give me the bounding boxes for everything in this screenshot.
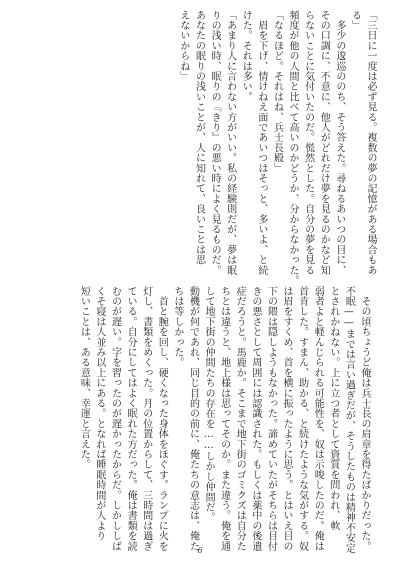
text-line: ちとは違うと、地上様は思ってそのか。また違う。俺を通 xyxy=(218,286,230,552)
text-line: 首と腕を回し、硬くなった身体をほぐす。ランプに火を xyxy=(156,286,168,552)
text-line: 症だろうと。馬鹿か。そこまで地下街のゴミクズは自分た xyxy=(234,286,246,552)
text-line: 短いことは、ある意味、幸運と言えた。 xyxy=(78,286,90,470)
text-line: る」 xyxy=(349,10,361,31)
text-line: 頻度が他の人間と比べて高いのかどうか、分からなかった。 xyxy=(287,10,299,286)
text-line: けた。それは多い。 xyxy=(240,10,252,102)
lower-text-block xyxy=(60,286,372,554)
text-line: きの悪さとして周囲には認識された。もしくは薬中の後遺 xyxy=(249,286,261,552)
text-line: は眉をすくめ、首を横に振ったように思う。とはいえ目の xyxy=(281,286,293,552)
text-line: その頃ちょうど俺は兵士長の肩章を得たばかりだった。 xyxy=(359,286,370,552)
text-line: 「三日に一度は必ず見る。複数の夢の記憶がある場合もあ xyxy=(365,10,376,276)
text-line: とされかねない。上に立つ者として資質を問われ、軟 xyxy=(327,286,339,531)
page-number: 6 xyxy=(197,546,203,555)
text-line: らないことに気付いたのだ。慌然とした。自分の夢を見る xyxy=(302,10,314,276)
text-line: ちは等しかった。 xyxy=(171,286,183,368)
upper-text-block xyxy=(174,10,378,286)
text-line: ている。自分にしてはよく眠れた方だった。俺は書類を読 xyxy=(125,286,137,552)
text-line: りの浅い時、眠りの『きり』の悪い時によく見るものだ。 xyxy=(209,10,221,276)
text-line: あなたの眠りの浅いことが、人に知れて、良いことは思 xyxy=(193,10,205,265)
text-line: 眉を下げ、情けねえ面であいつはそっと、多いよ、と続 xyxy=(255,10,267,276)
text-line: 動機が何であれ、同じ目的の前に、俺たちの意志は、俺た xyxy=(187,286,199,552)
text-line: 不眠——までは言い過ぎだが、そうしたものは精神不安定 xyxy=(343,286,355,554)
text-line: その口調に、不意に、他人がどれだけ夢を見るのかなど知 xyxy=(318,10,330,276)
text-line: えないからね」 xyxy=(177,10,189,82)
text-line: 首肯した。すまん、助かる、と続けたような気がする。奴 xyxy=(296,286,308,552)
text-line: くそ寝は人並み以上にある。となれば睡眠時間が人より xyxy=(93,286,105,541)
text-line: 下の隈は隠しようもなかった。諦めていたがそちらは目付 xyxy=(265,286,277,552)
text-line: して地下街の仲間たちの存在を……しかし仲間だ。 xyxy=(203,286,215,523)
text-line: 多少の逡巡ののち、そう答えた。尋ねるあいつの目に、 xyxy=(333,10,345,276)
text-line: 灯し、書類をめくった。月の位置からして、三時間は過ぎ xyxy=(140,286,152,552)
text-line: 「なるほど。それはね、兵士長殿」 xyxy=(271,10,283,174)
text-line: 「あまり人に言わない方がいい。私の経験則だが、夢は眠 xyxy=(224,10,236,276)
text-line: 弱者よと軽んじられる可能性を、奴は示唆したのだ。俺は xyxy=(312,286,324,552)
text-line: むのが遅い。字を習ったのが遅かったからだ。しかししば xyxy=(109,286,121,552)
